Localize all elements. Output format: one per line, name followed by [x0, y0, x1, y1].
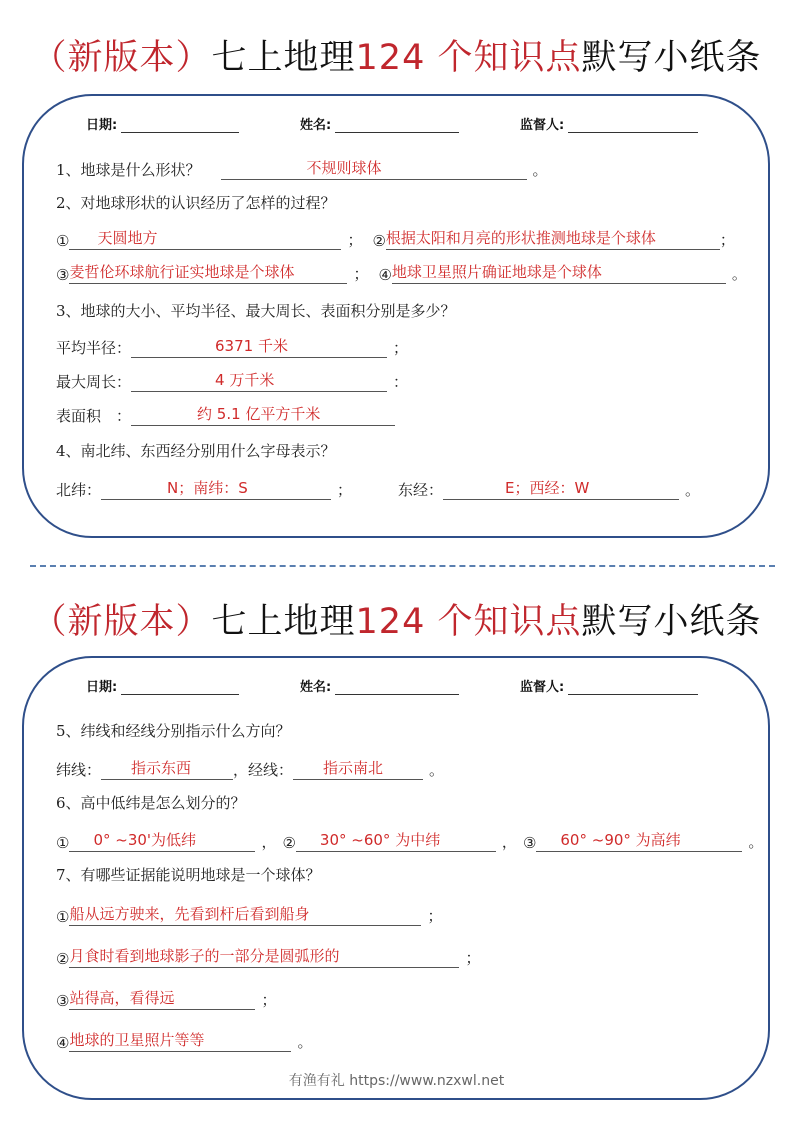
question-6-answers: ① 0° ~30'为低纬 ， ② 30° ~60° 为中纬 ， ③ 60° ~90° 为高纬 。: [56, 831, 764, 852]
page-title: [0, 30, 793, 80]
page-title-2: [0, 594, 793, 644]
question-7-item-3: ③ 站得高，看得远 ；: [56, 989, 277, 1010]
name-label: 姓名:: [300, 118, 332, 133]
question-7-item-2: ② 月食时看到地球影子的一部分是圆弧形的 ；: [56, 947, 481, 968]
title-subject: 七上地理: [211, 38, 356, 78]
answer-blank[interactable]: 0° ~30'为低纬: [69, 830, 255, 852]
answer-blank[interactable]: 约 5.1 亿平方千米: [131, 404, 395, 426]
question-text: 6、高中低纬是怎么划分的？: [56, 794, 246, 812]
answer-blank[interactable]: 不规则球体: [221, 158, 527, 180]
question-7-item-4: ④ 地球的卫星照片等等 。: [56, 1031, 313, 1052]
name-input[interactable]: [335, 118, 459, 133]
question-text: 7、有哪些证据能说明地球是一个球体？: [56, 866, 321, 884]
name-field: [300, 114, 459, 133]
question-1: 1、地球是什么形状？ 不规则球体 。: [56, 159, 548, 179]
date-label: 日期:: [86, 680, 118, 695]
answer-blank[interactable]: 天圆地方: [69, 228, 341, 250]
date-input[interactable]: [121, 680, 239, 695]
answer-blank[interactable]: 根据太阳和月亮的形状推测地球是个球体: [386, 228, 720, 250]
watermark-text: 有渔有礼 https://www.nzxwl.net: [288, 1073, 505, 1089]
supervisor-label: 监督人:: [520, 680, 565, 695]
question-6: [56, 792, 246, 813]
supervisor-input[interactable]: [568, 680, 698, 695]
title-version: （新版本）: [31, 602, 212, 642]
supervisor-field: [520, 676, 698, 695]
title-subject: 七上地理: [211, 602, 356, 642]
answer-blank[interactable]: 4 万千米: [131, 370, 387, 392]
answer-blank[interactable]: 站得高，看得远: [69, 988, 255, 1010]
worksheet-card-1: [22, 94, 770, 538]
cut-line-divider: [30, 565, 775, 567]
answer-blank[interactable]: 60° ~90° 为高纬: [536, 830, 742, 852]
date-field: [86, 676, 239, 695]
answer-blank[interactable]: N；南纬：S: [101, 478, 331, 500]
title-count: 124 个知识点: [355, 38, 582, 78]
question-5: [56, 720, 291, 741]
supervisor-label: 监督人:: [520, 118, 565, 133]
question-text: 2、对地球形状的认识经历了怎样的过程？: [56, 194, 336, 212]
question-3-circumference: 最大周长： 4 万千米 ：: [56, 371, 409, 391]
answer-blank[interactable]: 地球的卫星照片等等: [69, 1030, 291, 1052]
date-label: 日期:: [86, 118, 118, 133]
answer-blank[interactable]: 地球卫星照片确证地球是个球体: [392, 262, 726, 284]
question-2-row-a: ① 天圆地方 ； ② 根据太阳和月亮的形状推测地球是个球体 ；: [56, 229, 735, 250]
question-text: 1、地球是什么形状？: [56, 161, 201, 179]
question-text: 4、南北纬、东西经分别用什么字母表示？: [56, 442, 336, 460]
answer-blank[interactable]: 6371 千米: [131, 336, 387, 358]
name-label: 姓名:: [300, 680, 332, 695]
name-input[interactable]: [335, 680, 459, 695]
question-5-answers: 纬线： 指示东西 ，经线： 指示南北 。: [56, 759, 445, 779]
question-text: 5、纬线和经线分别指示什么方向？: [56, 722, 291, 740]
answer-blank[interactable]: 30° ~60° 为中纬: [296, 830, 496, 852]
name-field: [300, 676, 459, 695]
answer-blank[interactable]: 指示南北: [293, 758, 423, 780]
answer-blank[interactable]: 月食时看到地球影子的一部分是圆弧形的: [69, 946, 459, 968]
question-3-radius: 平均半径： 6371 千米 ；: [56, 337, 409, 357]
question-7: [56, 864, 321, 885]
question-3: [56, 300, 456, 321]
title-suffix: 默写小纸条: [581, 38, 762, 78]
answer-blank[interactable]: 船从远方驶来，先看到杆后看到船身: [69, 904, 421, 926]
worksheet-card-2: [22, 656, 770, 1100]
answer-blank[interactable]: 麦哲伦环球航行证实地球是个球体: [69, 262, 347, 284]
date-field: [86, 114, 239, 133]
supervisor-field: [520, 114, 698, 133]
title-version: （新版本）: [31, 38, 212, 78]
answer-blank[interactable]: E；西经：W: [443, 478, 679, 500]
question-2-row-b: ③ 麦哲伦环球航行证实地球是个球体 ； ④ 地球卫星照片确证地球是个球体 。: [56, 263, 747, 284]
question-3-surface: 表面积 ： 约 5.1 亿平方千米: [56, 404, 395, 426]
supervisor-input[interactable]: [568, 118, 698, 133]
question-2: [56, 192, 336, 213]
title-count: 124 个知识点: [355, 602, 582, 642]
question-4: [56, 440, 336, 461]
date-input[interactable]: [121, 118, 239, 133]
question-7-item-1: ① 船从远方驶来，先看到杆后看到船身 ；: [56, 905, 443, 926]
title-suffix: 默写小纸条: [581, 602, 762, 642]
question-4-answers: 北纬： N；南纬：S ； 东经： E；西经：W 。: [56, 479, 701, 499]
answer-blank[interactable]: 指示东西: [101, 758, 233, 780]
question-text: 3、地球的大小、平均半径、最大周长、表面积分别是多少？: [56, 302, 456, 320]
